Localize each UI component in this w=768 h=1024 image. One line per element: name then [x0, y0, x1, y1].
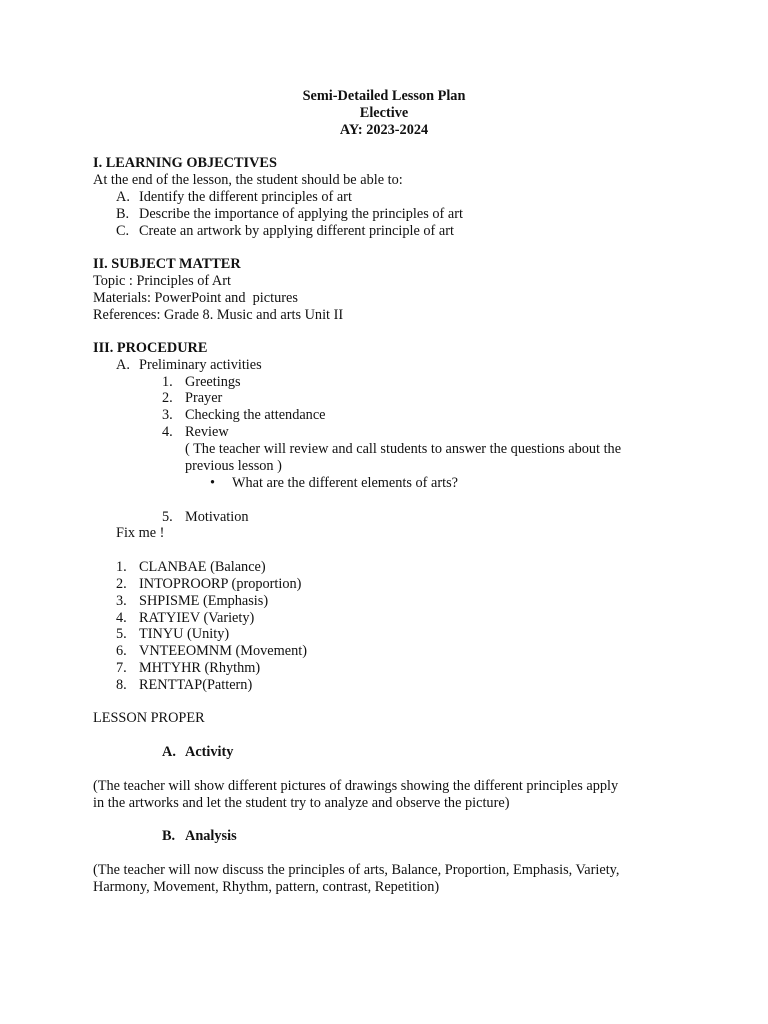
word-marker: 8. [116, 677, 127, 693]
word-marker: 1. [116, 559, 127, 575]
objective-marker: C. [116, 223, 130, 239]
prelim-label: Preliminary activities [139, 357, 262, 373]
doc-title: Semi-Detailed Lesson Plan [302, 88, 466, 104]
step-item: Checking the attendance [185, 407, 326, 423]
bullet-icon: • [210, 475, 216, 491]
step-marker: 4. [162, 424, 173, 440]
step-marker: 1. [162, 374, 173, 390]
activity-heading: Activity [185, 744, 234, 760]
prelim-marker: A. [116, 357, 130, 373]
activity-text: (The teacher will show different pictures of drawings showing the different principles apply [93, 778, 619, 794]
activity-marker: A. [162, 744, 176, 760]
review-note: previous lesson ) [185, 458, 282, 474]
word-marker: 6. [116, 643, 127, 659]
step-item: Motivation [185, 509, 249, 525]
objective-item: Create an artwork by applying different principle of art [139, 223, 454, 239]
procedure-heading: III. PROCEDURE [93, 340, 208, 356]
objectives-intro: At the end of the lesson, the student should be able to: [93, 172, 403, 188]
scrambled-word: VNTEEOMNM (Movement) [139, 643, 307, 659]
scrambled-word: MHTYHR (Rhythm) [139, 660, 261, 676]
topic-line: Topic : Principles of Art [93, 273, 231, 289]
scrambled-word: CLANBAE (Balance) [139, 559, 266, 575]
step-marker: 3. [162, 407, 173, 423]
references-line: References: Grade 8. Music and arts Unit II [93, 307, 344, 323]
word-marker: 5. [116, 626, 127, 642]
word-marker: 2. [116, 576, 127, 592]
doc-year: AY: 2023-2024 [339, 122, 429, 138]
step-marker: 2. [162, 390, 173, 406]
subject-matter-heading: II. SUBJECT MATTER [93, 256, 241, 272]
objective-marker: B. [116, 206, 130, 222]
analysis-marker: B. [162, 828, 176, 844]
word-marker: 3. [116, 593, 127, 609]
objectives-heading: I. LEARNING OBJECTIVES [93, 155, 277, 171]
step-item: Prayer [185, 390, 223, 406]
objective-item: Identify the different principles of art [139, 189, 352, 205]
step-item: Greetings [185, 374, 241, 390]
analysis-text: (The teacher will now discuss the principles of arts, Balance, Proportion, Emphasis, Variety, [93, 862, 620, 878]
step-item: Review [185, 424, 229, 440]
doc-subject: Elective [359, 105, 409, 121]
step-marker: 5. [162, 509, 173, 525]
materials-line: Materials: PowerPoint and pictures [93, 290, 298, 306]
word-marker: 7. [116, 660, 127, 676]
fix-me-label: Fix me ! [116, 525, 165, 541]
review-question: What are the different elements of arts? [232, 475, 458, 491]
scrambled-word: RENTTAP(Pattern) [139, 677, 253, 693]
lesson-proper-heading: LESSON PROPER [93, 710, 205, 726]
scrambled-word: SHPISME (Emphasis) [139, 593, 269, 609]
activity-text: in the artworks and let the student try to analyze and observe the picture) [93, 795, 510, 811]
scrambled-word: RATYIEV (Variety) [139, 610, 255, 626]
analysis-text: Harmony, Movement, Rhythm, pattern, contrast, Repetition) [93, 879, 440, 895]
objective-marker: A. [116, 189, 130, 205]
analysis-heading: Analysis [185, 828, 237, 844]
scrambled-word: TINYU (Unity) [139, 626, 230, 642]
objective-item: Describe the importance of applying the principles of art [139, 206, 463, 222]
scrambled-word: INTOPROORP (proportion) [139, 576, 302, 592]
review-note: ( The teacher will review and call students to answer the questions about the [185, 441, 622, 457]
word-marker: 4. [116, 610, 127, 626]
